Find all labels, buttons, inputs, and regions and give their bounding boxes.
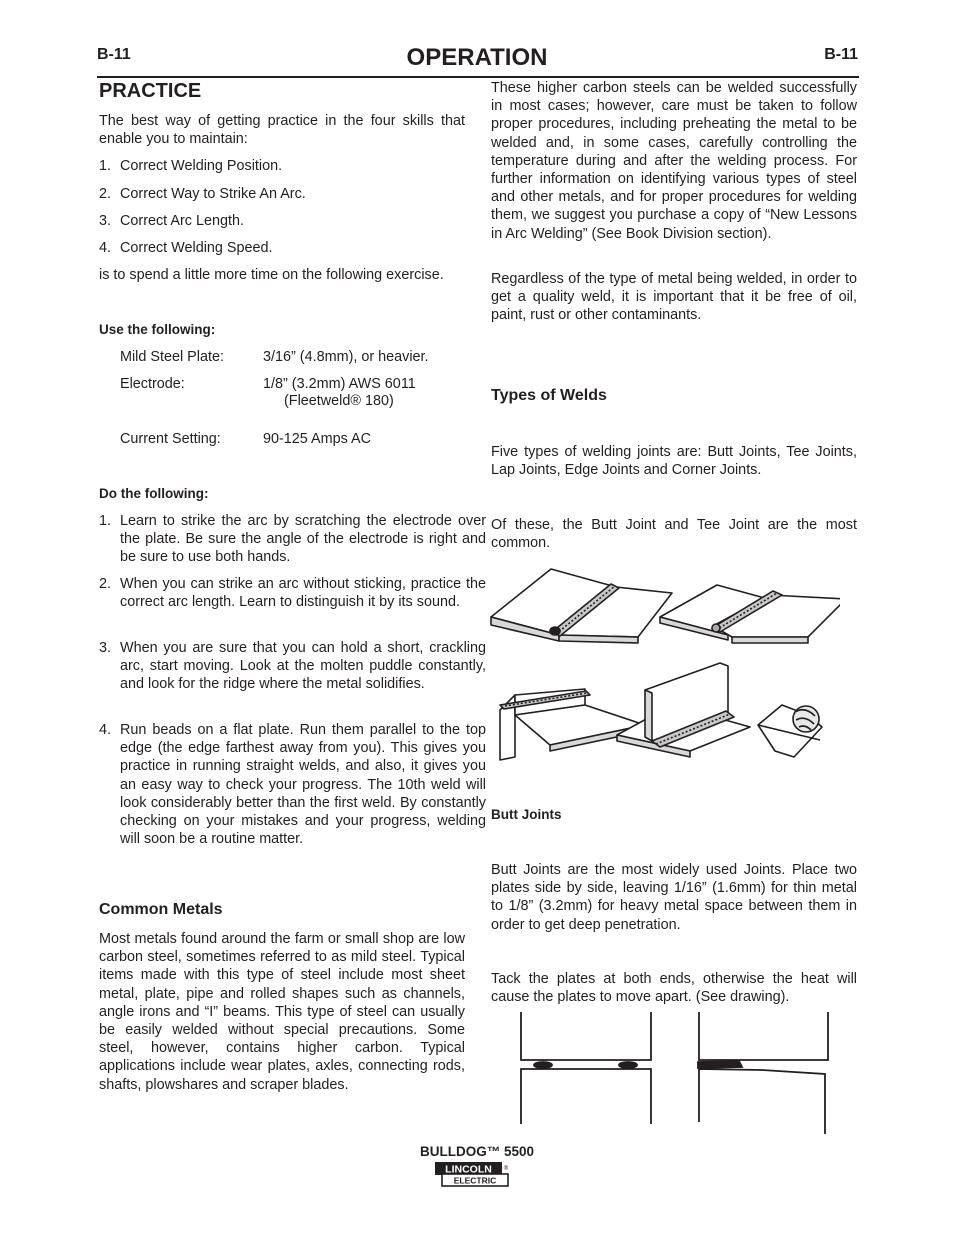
skill-text: Correct Welding Speed. (120, 240, 273, 256)
butt-joints-heading: Butt Joints (491, 807, 562, 822)
step-text: Run beads on a flat plate. Run them parallel to the top edge (the edge farthest away from you). This gives you practice in running straight welds, and also, it gives you an easy way to check your progress. The 10th weld will look considerably better than the first weld. By constantly checking on your mistakes and your progress, welding will soon be a routine matter. (120, 722, 486, 848)
after-skills-text: is to spend a little more time on the following exercise. (99, 267, 444, 283)
five-types-text: Five types of welding joints are: Butt Joints, Tee Joints, Lap Joints, Edge Joints and Corner Joints. (491, 444, 857, 479)
page-title: OPERATION (406, 44, 548, 71)
common-metals-heading: Common Metals (99, 901, 223, 918)
cross-section-drawing (758, 705, 822, 757)
lap-joint-drawing (660, 585, 840, 643)
carbon-steel-text: These higher carbon steels can be welded successfully in most cases; however, care must be taken to follow proper procedures, including preheating the metal to be welded and, in some cases, carefully controlling the temperature during and after the welding process. For further information on identifying various types of steel and other metals, and for proper procedures for welding them, we suggest you purchase a copy of “New Lessons in Arc Welding” (See Book Division section). (491, 80, 857, 242)
practice-heading: PRACTICE (99, 80, 202, 102)
plate-label: Mild Steel Plate: (120, 349, 224, 365)
step-item (99, 721, 486, 848)
common-metals-text: Most metals found around the farm or small shop are low carbon steel, sometimes referred to as mild steel. Typical items made with this type of steel include most sheet metal, plate, pipe and rolled shapes such as channels, angle irons and “I” beams. This type of steel can usually be easily welded without special precautions. Some steel, however, contains higher carbon. Typical applications include wear plates, axles, connecting rods, shafts, plowshares and scraper blades. (99, 931, 465, 1093)
current-value: 90-125 Amps AC (263, 431, 371, 447)
skill-text: Correct Way to Strike An Arc. (120, 186, 306, 202)
skill-item (99, 239, 486, 257)
tack-welds-illustration (512, 1010, 832, 1135)
step-number: 4. (99, 722, 112, 738)
skill-text: Correct Welding Position. (120, 158, 283, 174)
step-number: 3. (99, 640, 112, 656)
butt-joint-drawing (491, 569, 672, 643)
separated-plates-drawing (698, 1012, 828, 1134)
page-number-left: B-11 (97, 46, 131, 63)
skill-item (99, 157, 486, 175)
step-text: When you are sure that you can hold a short, crackling arc, start moving. Look at the molten puddle constantly, and look for the ridge where the metal solidifies. (120, 640, 486, 693)
materials-table (120, 348, 465, 458)
do-following-heading: Do the following: (99, 486, 209, 501)
skill-text: Correct Arc Length. (120, 213, 244, 229)
skill-number: 2. (99, 186, 112, 202)
step-item (99, 639, 486, 694)
logo-registered-mark: ® (503, 1166, 509, 1172)
header-rule (97, 76, 859, 78)
page-number-right: B-11 (824, 46, 858, 63)
step-item (99, 575, 486, 611)
practice-intro: The best way of getting practice in the four skills that enable you to maintain: (99, 113, 465, 148)
regardless-text: Regardless of the type of metal being welded, in order to get a quality weld, it is important that it be free of oil, paint, rust or other contaminants. (491, 271, 857, 324)
step-text: When you can strike an arc without sticking, practice the correct arc length. Learn to distinguish it by its sound. (120, 576, 486, 611)
current-label: Current Setting: (120, 431, 221, 447)
step-item (99, 512, 486, 567)
skill-number: 4. (99, 240, 112, 256)
types-of-welds-heading: Types of Welds (491, 387, 607, 404)
electrode-brand: (Fleetweld® 180) (284, 393, 394, 409)
weld-joints-illustration (490, 565, 840, 765)
corner-joint-drawing (500, 689, 645, 760)
step-number: 1. (99, 513, 112, 529)
lincoln-electric-logo (434, 1161, 510, 1188)
use-following-heading: Use the following: (99, 322, 216, 337)
skill-number: 1. (99, 158, 112, 174)
skill-number: 3. (99, 213, 112, 229)
model-name: BULLDOG™ 5500 (419, 1144, 535, 1159)
skill-item (99, 212, 486, 230)
butt-joints-text: Butt Joints are the most widely used Joints. Place two plates side by side, leaving 1/16” (1.6mm) for thin metal to 1/8” (3.2mm) for heavy metal space between them in order to get deep penetration. (491, 862, 857, 933)
plate-value: 3/16” (4.8mm), or heavier. (263, 349, 429, 365)
tacked-plates-drawing (521, 1012, 651, 1124)
step-text: Learn to strike the arc by scratching the electrode over the plate. Be sure the angle of the electrode is right and be sure to use both hands. (120, 513, 486, 566)
electrode-value: 1/8” (3.2mm) AWS 6011 (263, 376, 416, 392)
tack-plates-text: Tack the plates at both ends, otherwise the heat will cause the plates to move apart. (See drawing). (491, 971, 857, 1006)
logo-text-electric: ELECTRIC (453, 1175, 497, 1186)
most-common-text: Of these, the Butt Joint and Tee Joint are the most common. (491, 517, 857, 552)
tee-joint-drawing (617, 663, 750, 757)
skill-item (99, 185, 486, 203)
electrode-label: Electrode: (120, 376, 185, 392)
step-number: 2. (99, 576, 112, 592)
logo-text-lincoln: LINCOLN (445, 1163, 492, 1176)
